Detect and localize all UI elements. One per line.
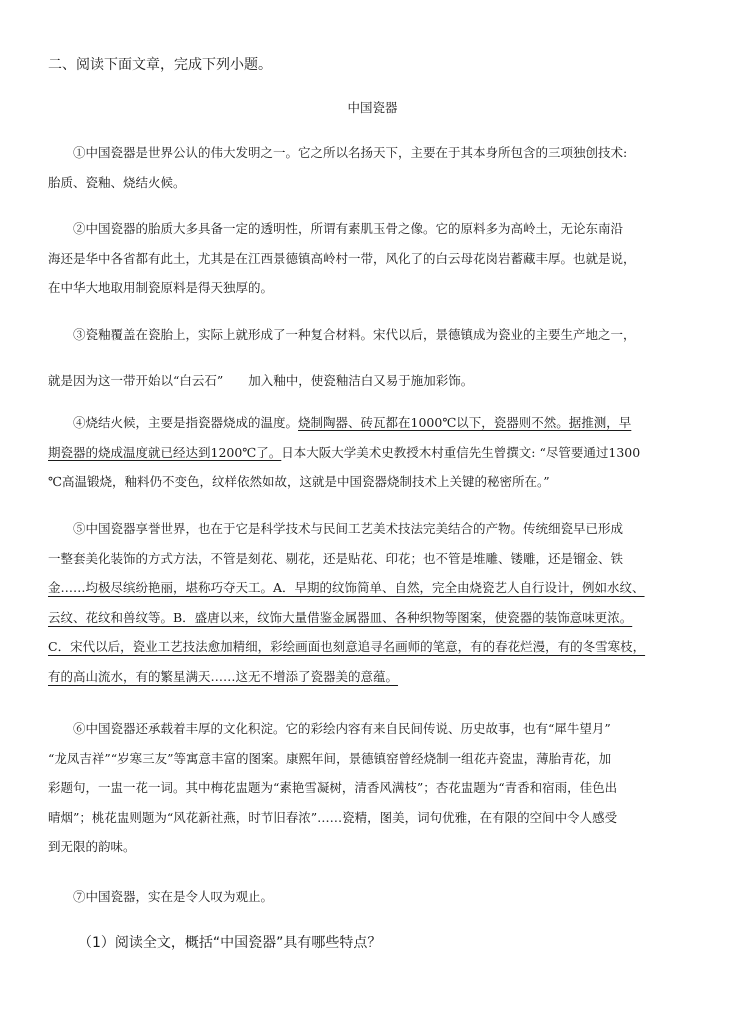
paragraph-1 [48,138,700,197]
paragraph-line: ℃高温锻烧，釉料仍不变色，纹样依然如故，这就是中国瓷器烧制技术上关键的秘密所在。” [48,474,550,489]
question-1: （1）阅读全文，概括“中国瓷器”具有哪些特点？ [78,935,382,951]
paragraph-line: 云纹、花纹和兽纹等。B．盛唐以来，纹饰大量借鉴金属器皿、各种织物等图案，使瓷器的装饰意味更浓。 [48,609,633,625]
paragraph-line: 彩题句，一盅一花一词。其中梅花盅题为“素艳雪凝树，清香风满枝”；杏花盅题为“青香和宿雨，佳色出 [48,780,618,795]
paragraph-line: 一整套美化装饰的方式方法，不管是刻花、剔花，还是贴花、印花；也不管是堆雕、镂雕，还是镏金、铁 [48,550,624,566]
paragraph-line [48,438,700,468]
underlined-text: 期瓷器的烧成温度就已经达到1200℃了。 [48,444,282,460]
paragraph-line: ⑦中国瓷器，实在是令人叹为观止。 [73,889,274,904]
paragraph-line: 就是因为这一带开始以“白云石” 加入釉中，使瓷釉洁白又易于施加彩饰。 [48,373,474,388]
paragraph-line [48,408,700,438]
paragraph-6 [48,714,700,862]
paragraph-line: 在中华大地取用制瓷原料是得天独厚的。 [48,280,274,295]
paragraph-line: 晴烟”；桃花盅则题为“风花新社燕，时节旧春浓”……瓷精，图美，词句优雅，在有限的空间中令人感受 [48,809,618,825]
paragraph-line: ①中国瓷器是世界公认的伟大发明之一。它之所以名扬天下，主要在于其本身所包含的三项独创技术: [73,145,628,160]
paragraph-line: 胎质、瓷釉、烧结火候。 [48,174,186,190]
section-heading: 二、阅读下面文章，完成下列小题。 [48,57,272,73]
article-title: 中国瓷器 [347,100,398,115]
paragraph-7 [48,882,700,912]
paragraph-line: C．宋代以后，瓷业工艺技法愈加精细，彩绘画面也刻意追寻名画师的笔意，有的春花烂漫，有的冬雪寒枝， [48,639,646,654]
paragraph-2 [48,214,700,303]
paragraph-4 [48,408,700,497]
paragraph-3 [48,320,700,396]
paragraph-line: ⑤中国瓷器享誉世界，也在于它是科学技术与民间工艺美术技法完美结合的产物。传统细瓷早已形成 [73,521,624,536]
paragraph-line: ⑥中国瓷器还承载着丰厚的文化积淀。它的彩绘内容有来自民间传说、历史故事，也有“犀牛望月” [73,721,611,736]
paragraph-line: 到无限的韵味。 [48,839,136,854]
underlined-text: 烧制陶器、砖瓦都在1000℃以下，瓷器则不然。据推测，早 [298,415,632,430]
paragraph-line: “龙凤吉祥”“岁寒三友”等寓意丰富的图案。康熙年间，景德镇窑曾经烧制一组花卉瓷盅，薄胎青花，加 [48,750,612,766]
paragraph-line: 海还是华中各省都有此土，尤其是在江西景德镇高岭村一带，风化了的白云母花岗岩蓄藏丰厚。也就是说， [48,250,636,266]
paragraph-text: ④烧结火候，主要是指瓷器烧成的温度。 [73,415,299,430]
paragraph-text: 日本大阪大学美术史教授木村重信先生曾撰文: “尽管要通过1300 [281,444,641,460]
paragraph-line: 有的高山流水，有的繁星满天……这无不增添了瓷器美的意蕴。 [48,668,399,684]
paragraph-5 [48,514,700,691]
paragraph-line: ③瓷釉覆盖在瓷胎上，实际上就形成了一种复合材料。宋代以后，景德镇成为瓷业的主要生产地之一， [73,327,636,342]
paragraph-line: ②中国瓷器的胎质大多具备一定的透明性，所谓有素肌玉骨之像。它的原料多为高岭土，无论东南沿 [73,221,624,236]
paragraph-line: 金……均极尽缤纷艳丽，堪称巧夺天工。A．早期的纹饰简单、自然，完全由烧瓷艺人自行设计，例如水纹、 [48,580,645,595]
